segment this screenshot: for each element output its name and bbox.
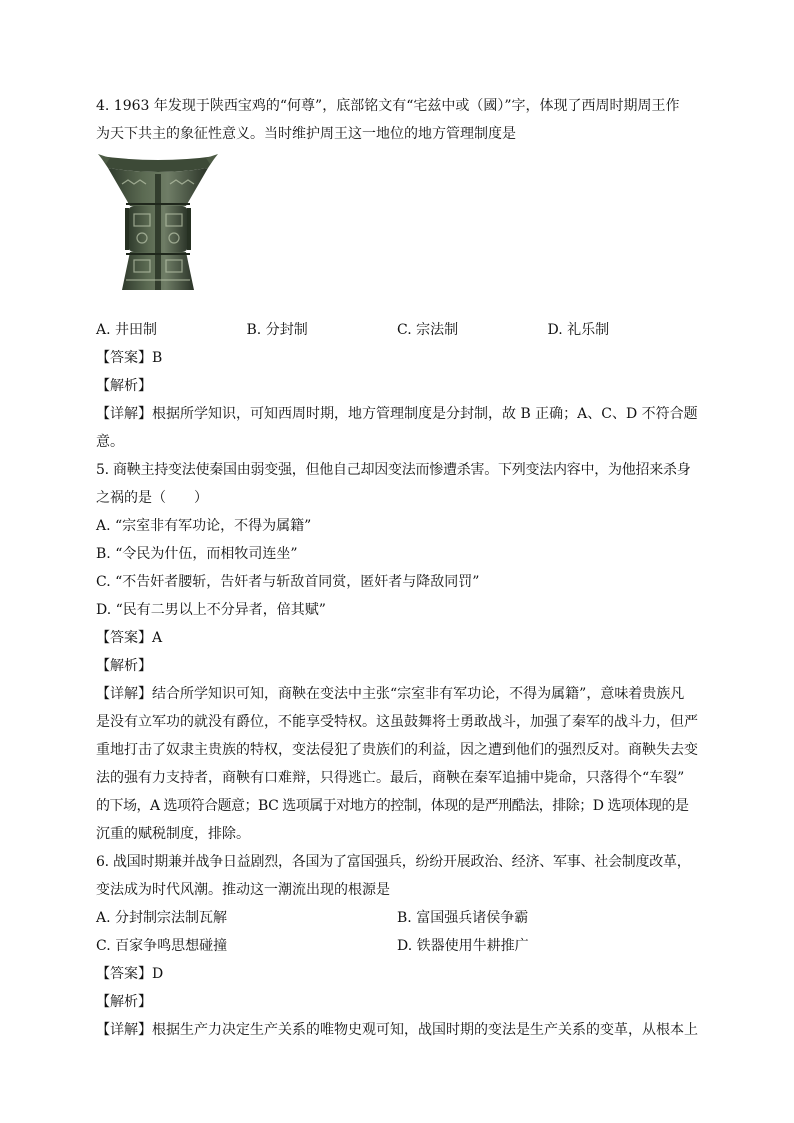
answer-tag: 【答案】: [96, 966, 152, 982]
q6-options-row2: [96, 932, 698, 960]
q4-detail-line2: 意。: [96, 434, 124, 450]
q5-stem-line2: 之祸的是（ ）: [96, 490, 208, 506]
q4-option-c: C. 宗法制: [397, 322, 459, 338]
detail-text: 根据生产力决定生产关系的唯物史观可知，战国时期的变法是生产关系的变革，从根本上: [152, 1022, 698, 1038]
answer-value: D: [152, 966, 164, 982]
q4-stem-line1: 4. 1963 年发现于陕西宝鸡的“何尊”，底部铭文有“宅兹中或（國）”字，体现了西周时期周王作: [96, 98, 680, 114]
q4-stem-line2: 为天下共主的象征性意义。当时维护周王这一地位的地方管理制度是: [96, 126, 516, 142]
q6-option-c: C. 百家争鸣思想碰撞: [96, 938, 228, 954]
answer-value: A: [152, 630, 163, 646]
analysis-tag: 【解析】: [96, 994, 152, 1010]
bronze-zun-vessel-image: [96, 154, 220, 294]
q6-analysis: [96, 988, 698, 1016]
answer-tag: 【答案】: [96, 630, 152, 646]
detail-tag: 【详解】: [96, 1022, 152, 1038]
answer-tag: 【答案】: [96, 350, 152, 366]
q6-answer: [96, 960, 698, 988]
q5-analysis: [96, 652, 698, 680]
detail-tag: 【详解】: [96, 406, 152, 422]
answer-value: B: [152, 350, 163, 366]
q6-options-row1: [96, 904, 698, 932]
q4-option-d: D. 礼乐制: [547, 322, 610, 338]
q4-detail-line1: [96, 400, 698, 428]
q4-option-a: A. 井田制: [96, 322, 158, 338]
q5-detail-line6: 沉重的赋税制度，排除。: [96, 826, 250, 842]
q5-detail-line5: 的下场，A 选项符合题意；BC 选项属于对地方的控制，体现的是严刑酷法，排除；D 选项体现的是: [96, 798, 689, 814]
q5-answer: [96, 624, 698, 652]
detail-text: 根据所学知识，可知西周时期，地方管理制度是分封制，故 B 正确；A、C、D 不符合题: [152, 406, 698, 422]
analysis-tag: 【解析】: [96, 658, 152, 674]
q4-option-b: B. 分封制: [246, 322, 308, 338]
q5-detail-line2: 是没有立军功的就没有爵位，不能享受特权。这虽鼓舞将士勇敢战斗，加强了秦军的战斗力，但严: [96, 714, 698, 730]
detail-text: 结合所学知识可知，商鞅在变法中主张“宗室非有军功论，不得为属籍”，意味着贵族凡: [152, 686, 685, 702]
q5-stem-line1: 5. 商鞅主持变法使秦国由弱变强，但他自己却因变法而惨遭杀害。下列变法内容中，为他招来杀身: [96, 462, 691, 478]
q4-analysis: [96, 372, 698, 400]
q4-options: [96, 316, 698, 344]
q5-option-d: D. “民有二男以上不分异者，倍其赋”: [96, 602, 326, 618]
q6-stem-line1: 6. 战国时期兼并战争日益剧烈，各国为了富国强兵，纷纷开展政治、经济、军事、社会制度改革，: [96, 854, 691, 870]
q6-stem-line2: 变法成为时代风潮。推动这一潮流出现的根源是: [96, 882, 390, 898]
q5-option-c: C. “不告奸者腰斩，告奸者与斩敌首同赏，匿奸者与降敌同罚”: [96, 574, 480, 590]
analysis-tag: 【解析】: [96, 378, 152, 394]
document-page: [96, 92, 698, 1044]
q5-option-b: B. “令民为什伍，而相牧司连坐”: [96, 546, 298, 562]
q5-detail-line4: 法的强有力支持者，商鞅有口难辩，只得逃亡。最后，商鞅在秦军追捕中毙命，只落得个“车裂”: [96, 770, 685, 786]
q4-answer: [96, 344, 698, 372]
detail-tag: 【详解】: [96, 686, 152, 702]
q5-option-a: A. “宗室非有军功论，不得为属籍”: [96, 518, 312, 534]
q6-detail-line1: [96, 1016, 698, 1044]
q6-option-b: B. 富国强兵诸侯争霸: [397, 910, 529, 926]
q6-option-d: D. 铁器使用牛耕推广: [397, 938, 529, 954]
q5-detail-line1: [96, 680, 698, 708]
q6-option-a: A. 分封制宗法制瓦解: [96, 910, 228, 926]
q5-detail-line3: 重地打击了奴隶主贵族的特权，变法侵犯了贵族们的利益，因之遭到他们的强烈反对。商鞅失去变: [96, 742, 698, 758]
